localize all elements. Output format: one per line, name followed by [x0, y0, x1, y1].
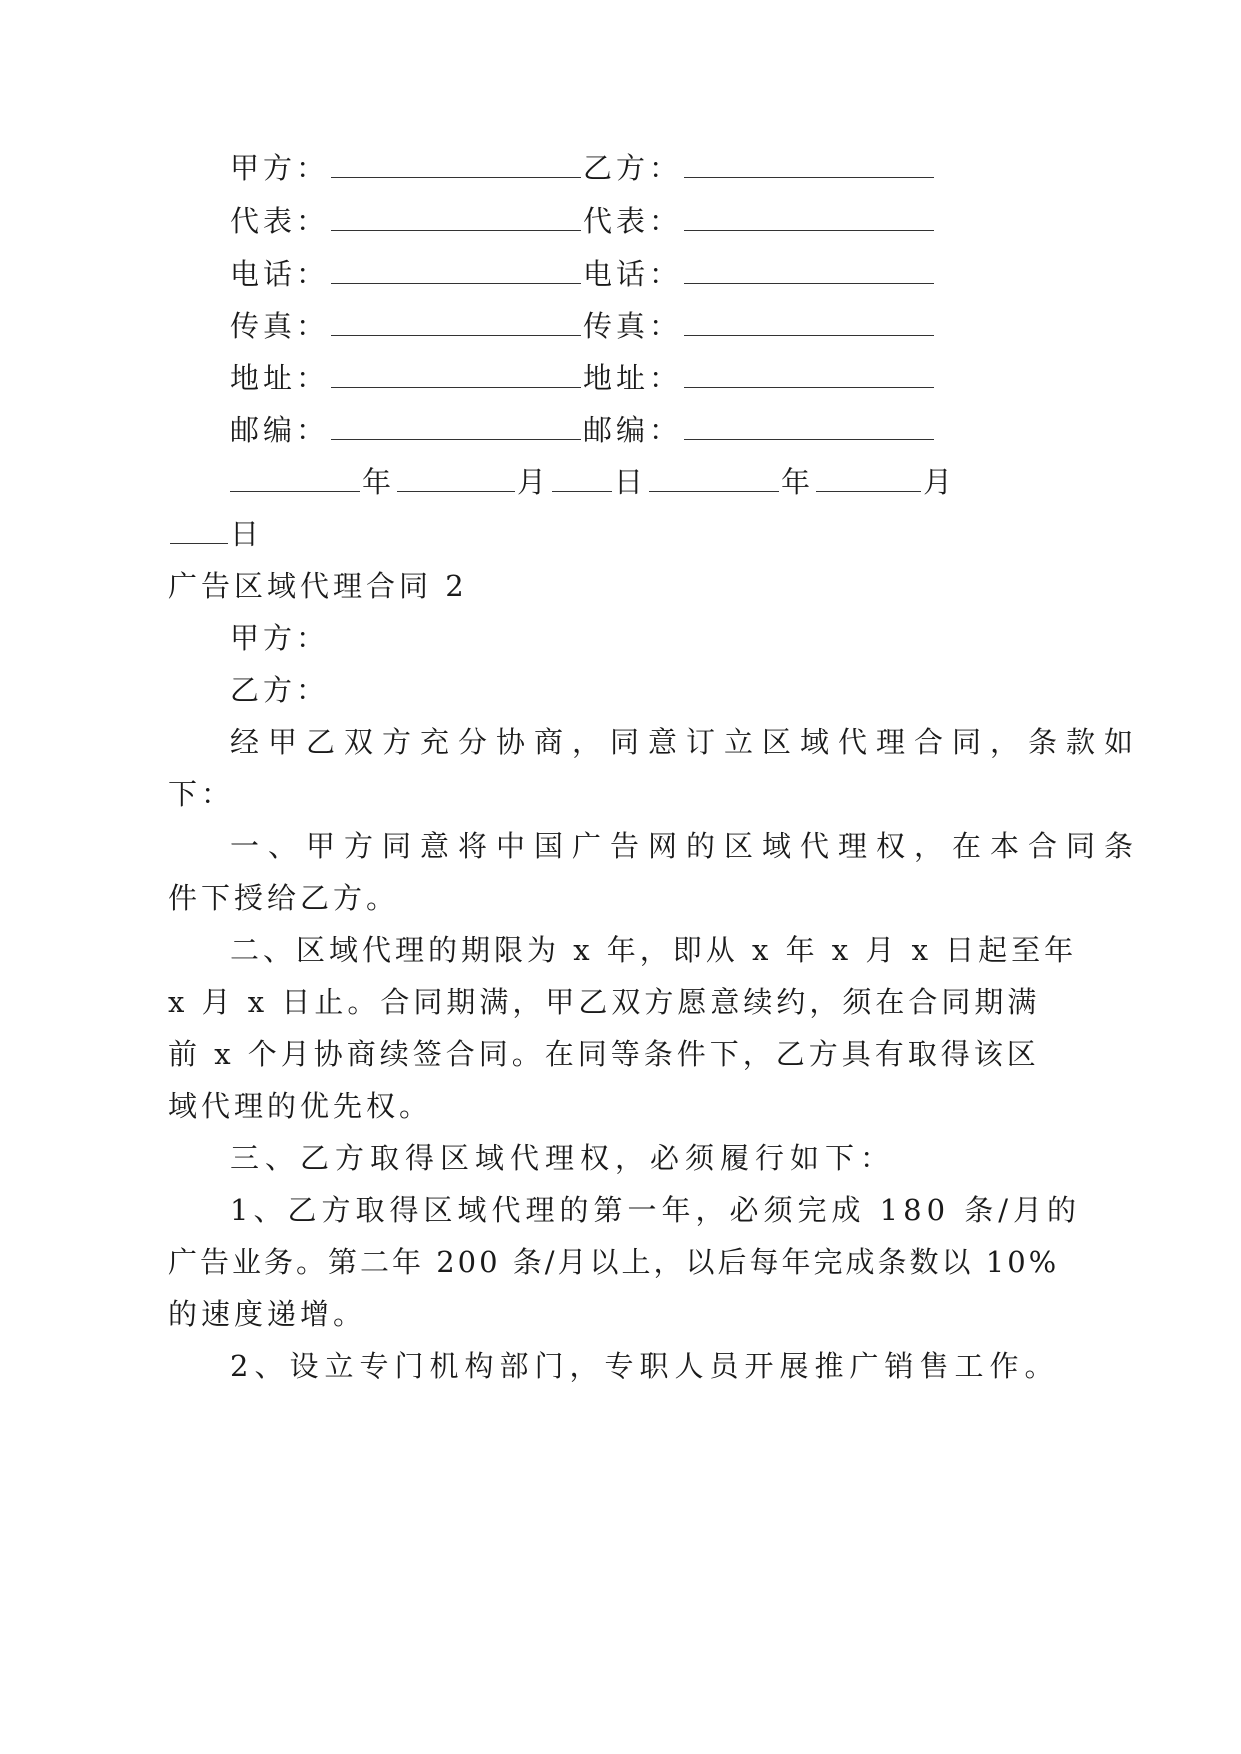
address-b-label: 地址： [583, 361, 683, 395]
paragraph-line: 广告业务。第二年 200 条/月以上，以后每年完成条数以 10% [168, 1245, 1060, 1279]
date-row [228, 462, 956, 502]
representative-b-blank [684, 206, 934, 231]
party-a-line: 甲方： [230, 621, 330, 655]
fax-b-label: 传真： [583, 309, 683, 343]
date-b-month-blank [816, 467, 921, 492]
form-row-party [230, 148, 936, 188]
fax-b-blank [684, 311, 934, 336]
paragraph-line: 的速度递增。 [168, 1297, 367, 1331]
fax-a-blank [331, 311, 581, 336]
date-a-year-label: 年 [362, 465, 396, 499]
postcode-a-blank [331, 415, 581, 440]
paragraph-line: 二、区域代理的期限为 x 年，即从 x 年 x 月 x 日起至年 [230, 933, 1078, 967]
representative-a-label: 代表： [230, 204, 330, 238]
paragraph-line: x 月 x 日止。合同期满，甲乙双方愿意续约，须在合同期满 [168, 985, 1041, 1019]
representative-b-label: 代表： [583, 204, 683, 238]
phone-b-label: 电话： [583, 257, 683, 291]
postcode-a-label: 邮编： [230, 413, 330, 447]
postcode-b-blank [684, 415, 934, 440]
date-a-day-blank [552, 467, 612, 492]
form-row-postcode [230, 410, 936, 450]
phone-a-blank [331, 259, 581, 284]
address-a-label: 地址： [230, 361, 330, 395]
paragraph-line: 一、甲方同意将中国广告网的区域代理权，在本合同条 [230, 829, 1143, 863]
address-a-blank [331, 363, 581, 388]
paragraph-line: 三、乙方取得区域代理权，必须履行如下： [230, 1141, 896, 1175]
form-row-representative [230, 201, 936, 241]
date-b-day-label: 日 [230, 517, 264, 551]
date-b-month-label: 月 [923, 465, 957, 499]
representative-a-blank [331, 206, 581, 231]
phone-a-label: 电话： [230, 257, 330, 291]
contract-title: 广告区域代理合同 2 [168, 569, 468, 603]
form-row-address [230, 358, 936, 398]
date-a-year-blank [230, 467, 360, 492]
date-b-year-label: 年 [781, 465, 815, 499]
paragraph-line: 域代理的优先权。 [168, 1089, 433, 1123]
paragraph-line: 件下授给乙方。 [168, 881, 400, 915]
date-a-day-label: 日 [614, 465, 648, 499]
address-b-blank [684, 363, 934, 388]
party-b-line: 乙方： [230, 673, 330, 707]
party-b-label: 乙方： [583, 151, 683, 185]
form-row-fax [230, 306, 936, 346]
date-b-day-blank [170, 519, 228, 544]
paragraph-line: 下： [168, 777, 235, 811]
paragraph-line: 2、设立专门机构部门，专职人员开展推广销售工作。 [230, 1349, 1060, 1383]
date-row-continued [168, 514, 263, 554]
postcode-b-label: 邮编： [583, 413, 683, 447]
paragraph-line: 前 x 个月协商续签合同。在同等条件下，乙方具有取得该区 [168, 1037, 1040, 1071]
party-a-blank [331, 153, 581, 178]
party-a-label: 甲方： [230, 151, 330, 185]
form-row-phone [230, 254, 936, 294]
date-a-month-label: 月 [517, 465, 551, 499]
fax-a-label: 传真： [230, 309, 330, 343]
date-a-month-blank [397, 467, 515, 492]
paragraph-line: 1、乙方取得区域代理的第一年，必须完成 180 条/月的 [230, 1193, 1082, 1227]
date-b-year-blank [649, 467, 779, 492]
paragraph-line: 经甲乙双方充分协商，同意订立区域代理合同，条款如 [230, 725, 1143, 759]
phone-b-blank [684, 259, 934, 284]
party-b-blank [684, 153, 934, 178]
